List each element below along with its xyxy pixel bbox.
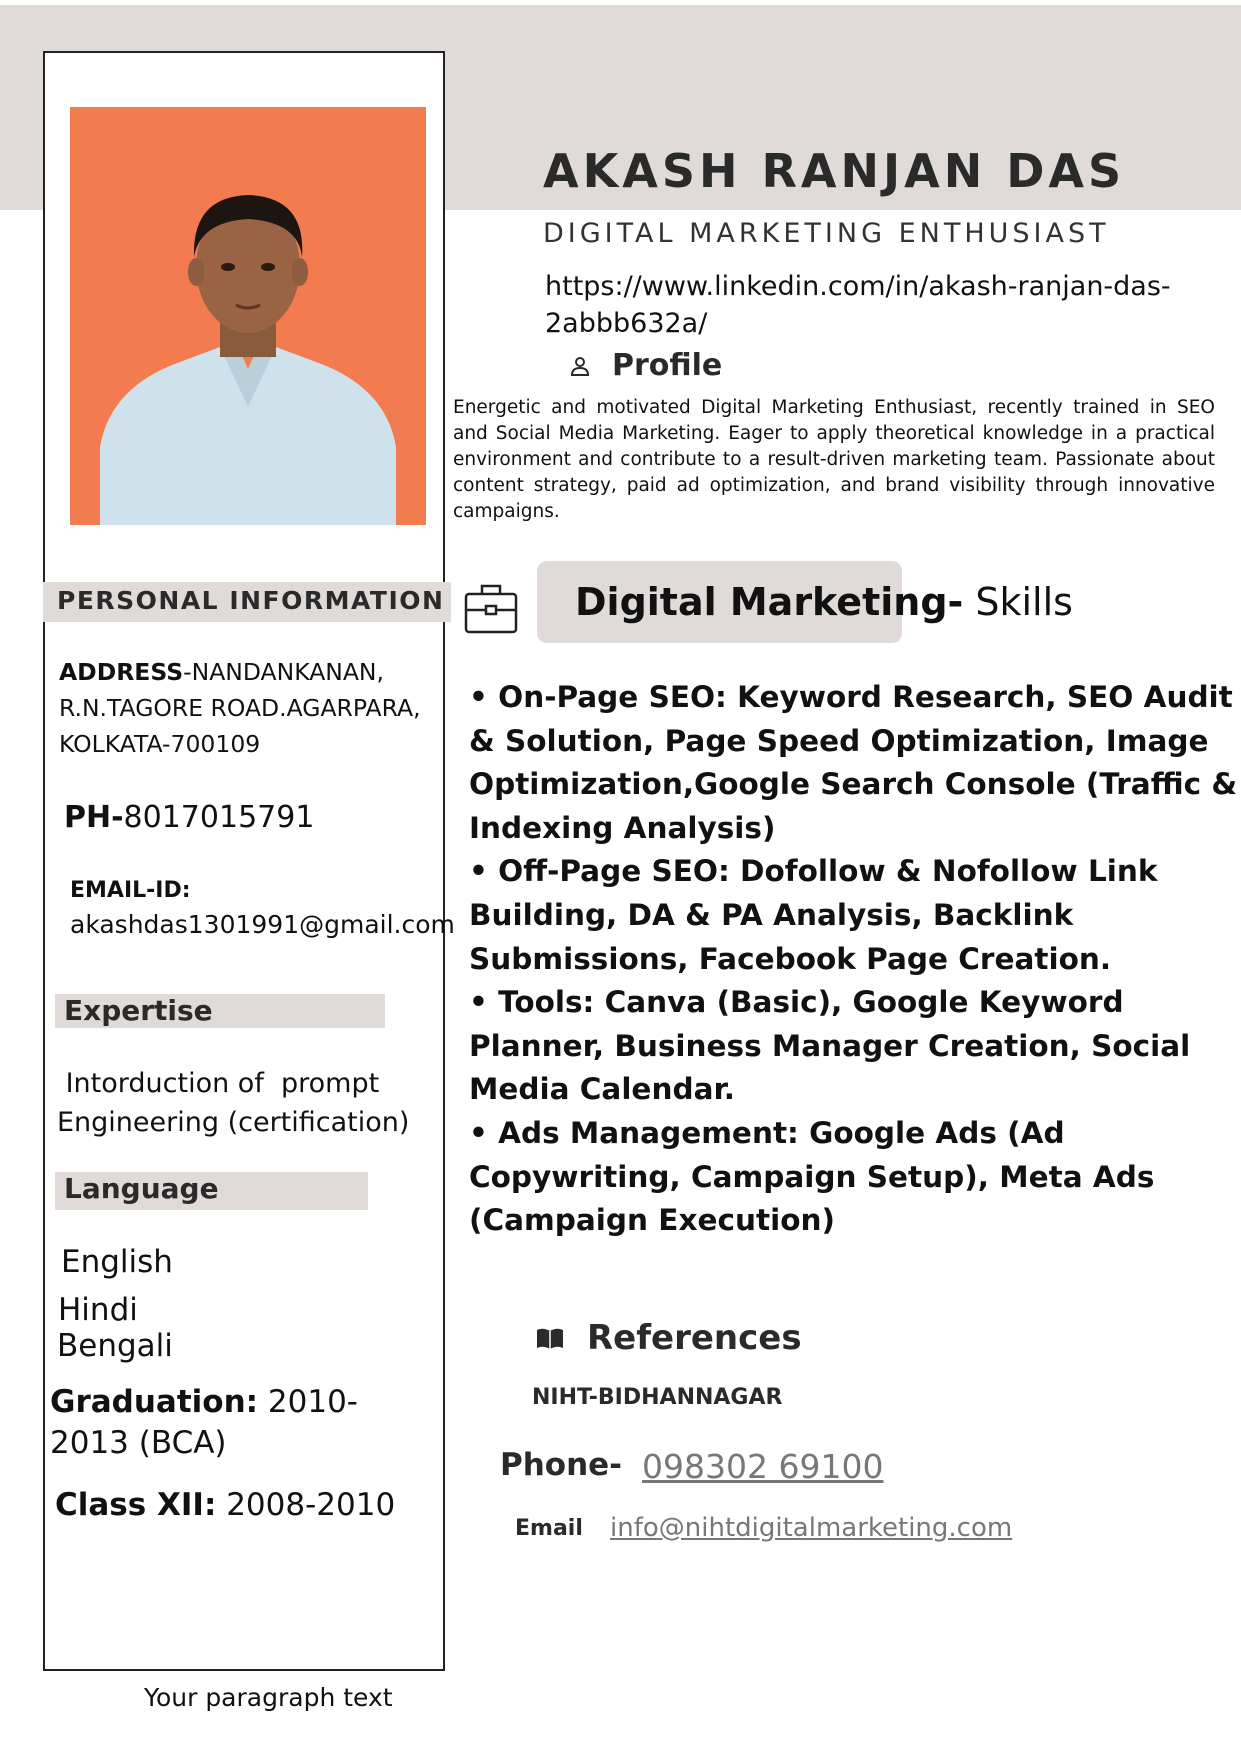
profile-heading — [570, 348, 722, 383]
reference-phone-label: Phone- — [500, 1447, 623, 1483]
candidate-role: DIGITAL MARKETING ENTHUSIAST — [543, 218, 1110, 249]
reference-org: NIHT-BIDHANNAGAR — [532, 1385, 783, 1410]
address — [59, 654, 449, 762]
person-photo-illustration — [70, 107, 426, 525]
graduation-value: 2010- 2013 (BCA) — [50, 1384, 368, 1461]
language-item: Hindi — [58, 1292, 138, 1328]
skills-title-bold: Digital Marketing- — [575, 580, 964, 624]
skills-title-rest: Skills — [963, 580, 1073, 624]
expertise-text: Intorduction of prompt Engineering (certification) — [57, 1068, 410, 1138]
person-icon — [570, 356, 590, 376]
class-value: 2008-2010 — [216, 1487, 396, 1523]
skill-item: • Tools: Canva (Basic), Google Keyword Planner, Business Manager Creation, Social Media Calendar. — [469, 985, 1191, 1107]
language-heading: Language — [64, 1172, 219, 1205]
class-label: Class XII: — [55, 1487, 217, 1523]
candidate-name: AKASH RANJAN DAS — [543, 144, 1126, 198]
profile-heading-label: Profile — [612, 348, 723, 383]
graduation — [50, 1382, 445, 1464]
phone-value: 8017015791 — [123, 800, 315, 835]
reference-phone-link[interactable]: 098302 69100 — [642, 1447, 884, 1486]
reference-email-link[interactable]: info@nihtdigitalmarketing.com — [610, 1513, 1013, 1543]
email-label: EMAIL-ID: — [70, 878, 191, 903]
references-heading-label: References — [587, 1318, 802, 1358]
briefcase-icon — [463, 580, 519, 636]
language-item: Bengali — [57, 1328, 173, 1364]
email-value[interactable]: akashdas1301991@gmail.com — [70, 910, 455, 939]
footer-paragraph: Your paragraph text — [144, 1683, 393, 1712]
book-icon — [535, 1325, 565, 1351]
profile-photo — [70, 107, 426, 525]
skill-item: • Ads Management: Google Ads (Ad Copywriting, Campaign Setup), Meta Ads (Campaign Execution) — [469, 1115, 1155, 1238]
expertise-heading: Expertise — [64, 994, 213, 1027]
skills-list — [469, 676, 1239, 1243]
skills-title — [575, 580, 1073, 624]
phone — [64, 800, 314, 835]
linkedin-url[interactable]: https://www.linkedin.com/in/akash-ranjan-das-2abbb632a/ — [545, 271, 1171, 339]
personal-info-heading: PERSONAL INFORMATION — [57, 586, 445, 615]
profile-summary: Energetic and motivated Digital Marketing Enthusiast, recently trained in SEO and Social Media Marketing. Eager to apply theoretical knowledge in a practical environment and contribute to a result-driven marketing team. Passionate about content strategy, paid ad optimization, and brand visibility through innovative campaigns. — [453, 397, 1215, 522]
skill-item: • On-Page SEO: Keyword Research, SEO Audit & Solution, Page Speed Optimization, Image Optimization,Google Search Console (Traffic & Indexing Analysis) — [469, 680, 1238, 845]
language-item: English — [61, 1244, 173, 1280]
references-heading — [535, 1318, 802, 1358]
graduation-label: Graduation: — [50, 1384, 259, 1420]
address-label: ADDRESS — [59, 658, 184, 686]
address-value: -NANDANKANAN, R.N.TAGORE ROAD.AGARPARA, KOLKATA-700109 — [59, 658, 421, 758]
reference-email-label: Email — [515, 1516, 583, 1541]
phone-label: PH- — [64, 800, 124, 835]
skill-item: • Off-Page SEO: Dofollow & Nofollow Link Building, DA & PA Analysis, Backlink Submissions, Facebook Page Creation. — [469, 854, 1158, 976]
class-xii — [55, 1487, 395, 1523]
